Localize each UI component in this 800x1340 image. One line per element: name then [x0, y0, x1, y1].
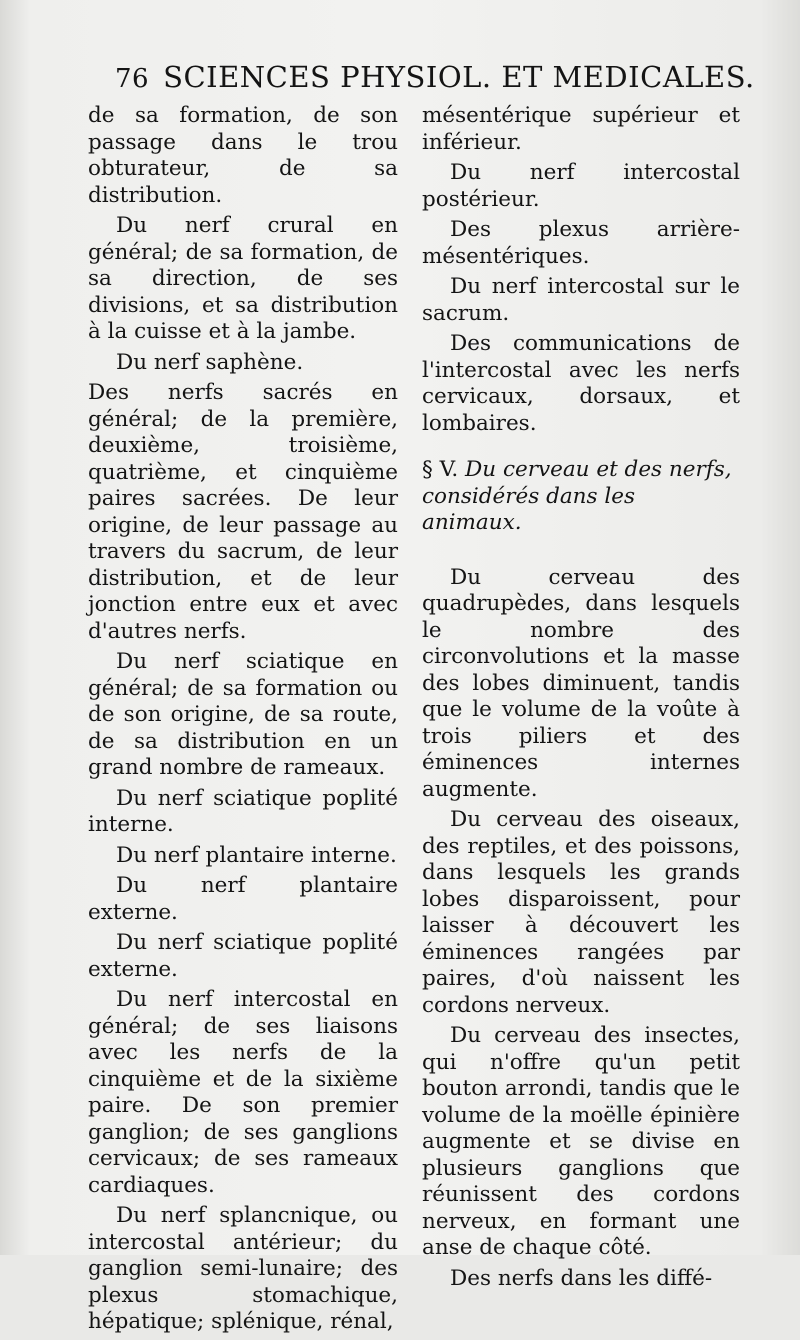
- section-title: Du cerveau et des nerfs, considérés dans les animaux.: [422, 457, 732, 535]
- paragraph: Des communications de l'intercostal avec les nerfs cervicaux, dorsaux, et lombaires.: [422, 331, 740, 436]
- paragraph: Du cerveau des oiseaux, des reptiles, et des poissons, dans lesquels les grands lobes disparoissent, pour laisser à découvert les éminences rangées par paires, d'où naissent les cordons nerveux.: [422, 807, 740, 1018]
- section-heading: [422, 457, 740, 537]
- paragraph: Du nerf saphène.: [116, 349, 304, 375]
- paragraph: Des nerfs sacrés en général; de la première, deuxième, troisième, quatrième, et cinquième paires sacrées. De leur origine, de leur passage au travers du sacrum, de leur distribution, et de leur jonction entre eux et avec d'autres nerfs.: [88, 380, 398, 644]
- paragraph: Des plexus arrière-mésentériques.: [422, 217, 740, 269]
- right-column: [422, 103, 740, 1296]
- paragraph: Du nerf splancnique, ou intercostal antérieur; du ganglion semi-lunaire; des plexus stomachique, hépatique; splénique, rénal,: [88, 1203, 398, 1334]
- paragraph: Du nerf sciatique poplité externe.: [88, 930, 398, 982]
- paragraph: Du nerf crural en général; de sa formation, de sa direction, de ses divisions, et sa distribution à la cuisse et à la jambe.: [88, 213, 398, 344]
- page-number: 76: [115, 64, 150, 94]
- running-title: SCIENCES PHYSIOL. ET MEDICALES.: [163, 60, 755, 94]
- paragraph: Du nerf plantaire interne.: [116, 842, 397, 868]
- paragraph: Du nerf sciatique poplité interne.: [88, 785, 398, 837]
- paragraph: Du nerf intercostal postérieur.: [422, 160, 740, 212]
- paragraph: Du nerf intercostal sur le sacrum.: [422, 274, 740, 326]
- paragraph: Du cerveau des quadrupèdes, dans lesquels le nombre des circonvolutions et la masse des lobes diminuent, tandis que le volume de la voûte à trois piliers et des éminences internes augmente.: [422, 564, 740, 802]
- section-mark: § V.: [422, 457, 459, 482]
- paragraph: mésentérique supérieur et inférieur.: [422, 103, 740, 155]
- paragraph: Du cerveau des insectes, qui n'offre qu'un petit bouton arrondi, tandis que le volume de la moëlle épinière augmente et se divise en plusieurs ganglions que réunissent des cordons nerveux, en formant une anse de chaque côté.: [422, 1023, 740, 1260]
- page-header: [115, 60, 755, 94]
- paragraph: Des nerfs dans les diffé-: [450, 1265, 713, 1291]
- left-column: [88, 103, 398, 1340]
- paragraph: de sa formation, de son passage dans le trou obturateur, de sa distribution.: [88, 103, 398, 208]
- paragraph: Du nerf intercostal en général; de ses liaisons avec les nerfs de la cinquième et de la sixième paire. De son premier ganglion; de ses ganglions cervicaux; de ses rameaux cardiaques.: [88, 987, 398, 1198]
- paragraph: Du nerf sciatique en général; de sa formation ou de son origine, de sa route, de sa distribution en un grand nombre de rameaux.: [88, 649, 398, 780]
- paragraph: Du nerf plantaire externe.: [88, 873, 398, 925]
